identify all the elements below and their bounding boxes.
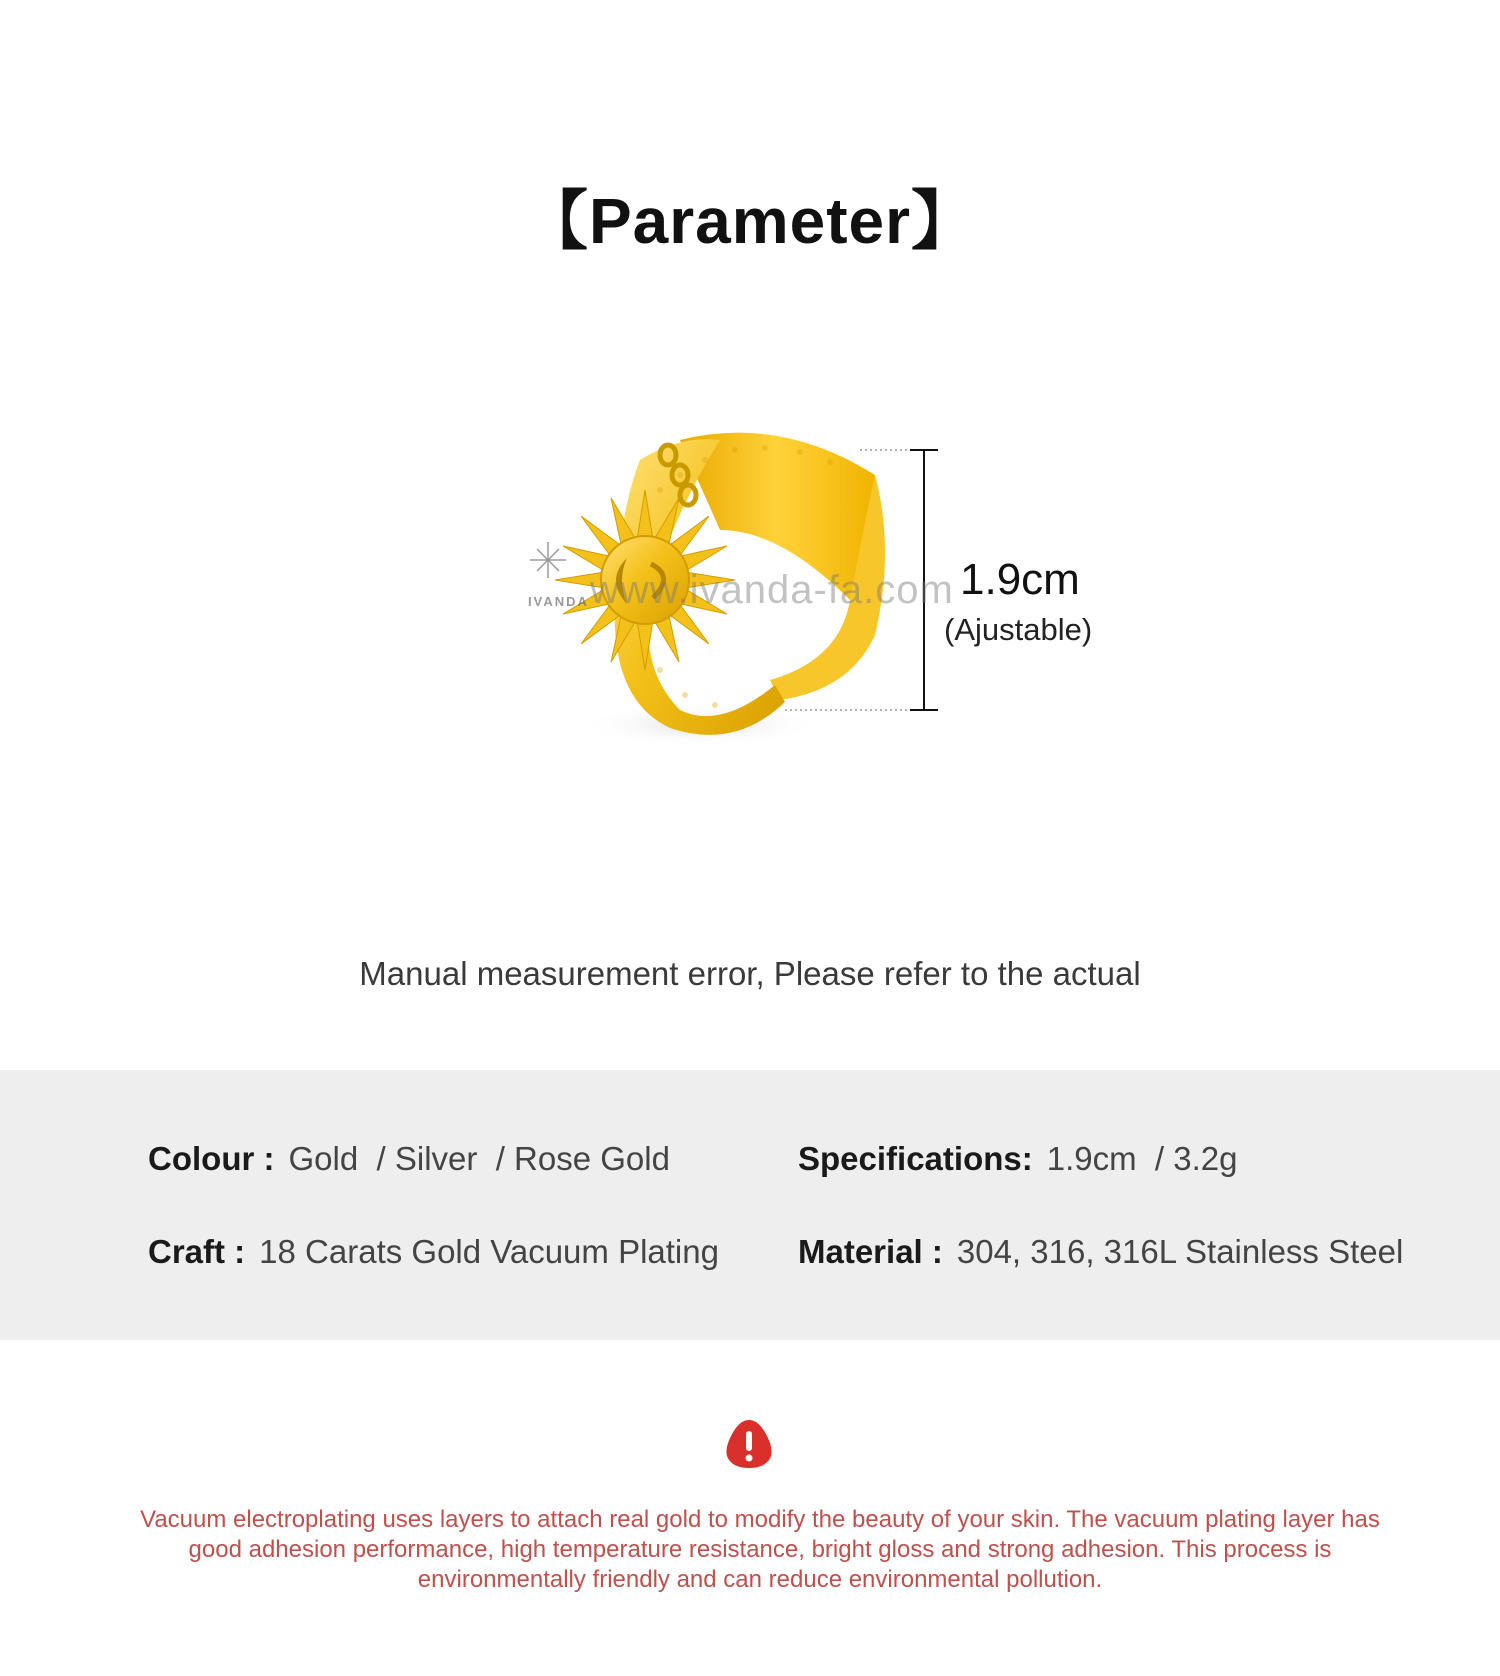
- spec-material-label: Material :: [798, 1233, 943, 1270]
- spec-panel: [0, 1070, 1500, 1340]
- spec-specifications: [798, 1140, 1238, 1178]
- spec-craft-label: Craft :: [148, 1233, 246, 1270]
- spec-specifications-value: 1.9cm / 3.2g: [1046, 1140, 1238, 1177]
- spec-colour-value: Gold / Silver / Rose Gold: [288, 1140, 670, 1177]
- spec-material: [798, 1233, 1403, 1271]
- spec-colour-label: Colour :: [148, 1140, 275, 1177]
- spec-colour: [148, 1140, 670, 1178]
- warning-icon: [723, 1418, 775, 1470]
- page-title: 【Parameter】: [523, 185, 977, 257]
- spec-material-value: 304, 316, 316L Stainless Steel: [956, 1233, 1404, 1270]
- size-note: (Ajustable): [944, 612, 1093, 647]
- spec-craft: [148, 1233, 719, 1271]
- measurement-disclaimer: Manual measurement error, Please refer to the actual: [359, 955, 1141, 992]
- plating-note: Vacuum electroplating uses layers to attach real gold to modify the beauty of your skin. The vacuum plating layer has good adhesion performance, high temperature resistance, bright gloss and strong adhesion. This process is environmentally friendly and can reduce environmental pollution.: [140, 1506, 1380, 1593]
- spec-craft-value: 18 Carats Gold Vacuum Plating: [259, 1233, 719, 1270]
- watermark-text: www.ivanda-fa.com: [590, 568, 954, 612]
- logo-star-icon: [530, 542, 566, 578]
- size-value: 1.9cm: [960, 555, 1080, 604]
- brand-logo-text: IVANDA: [528, 594, 589, 609]
- spec-specifications-label: Specifications:: [798, 1140, 1033, 1177]
